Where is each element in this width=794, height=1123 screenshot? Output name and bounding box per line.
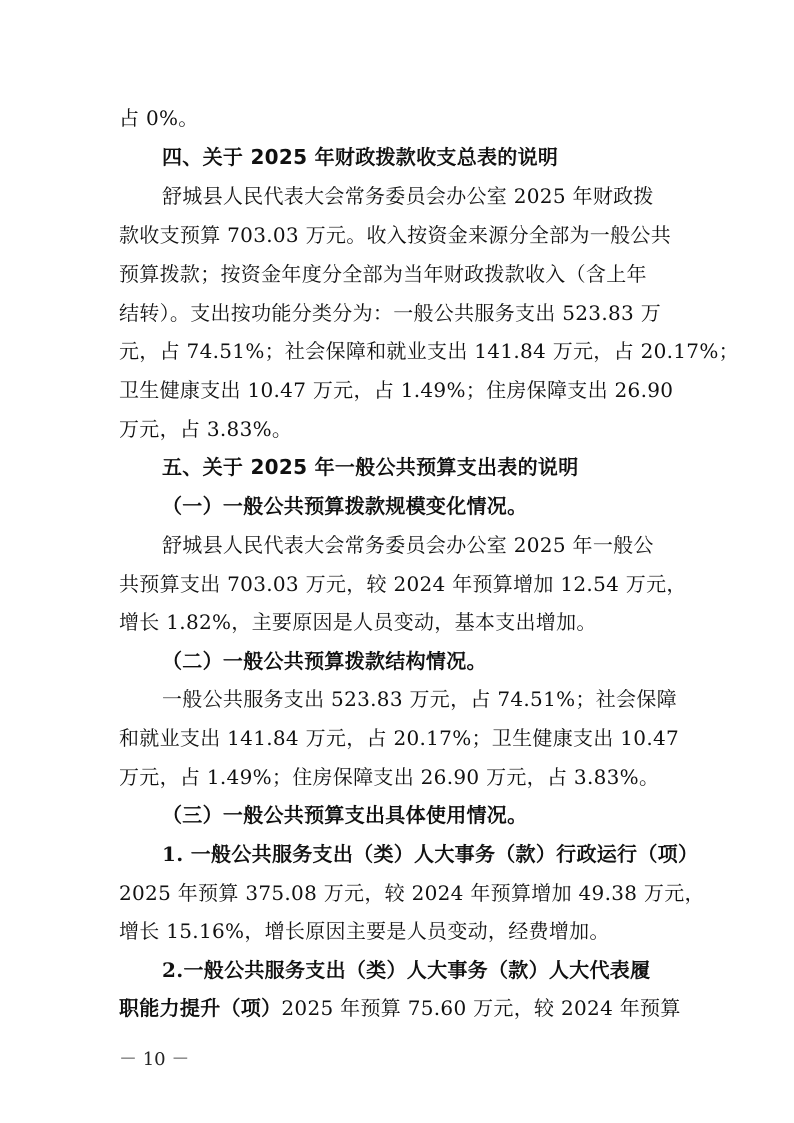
text-line: 舒城县人民代表大会常务委员会办公室 2025 年财政拨 — [162, 184, 654, 208]
text-line: 和就业支出 141.84 万元，占 20.17%；卫生健康支出 10.47 — [119, 726, 680, 750]
text-line: 增长 1.82%，主要原因是人员变动，基本支出增加。 — [119, 610, 597, 634]
text-line: 元，占 74.51%；社会保障和就业支出 141.84 万元，占 20.17%； — [119, 339, 739, 363]
item-2-budget-text: 2025 年预算 75.60 万元，较 2024 年预算 — [281, 996, 681, 1020]
item-heading-2-continued: 职能力提升（项） — [119, 996, 282, 1020]
text-line: 共预算支出 703.03 万元，较 2024 年预算增加 12.54 万元， — [119, 572, 687, 596]
section-heading-5: 五、关于 2025 年一般公共预算支出表的说明 — [162, 455, 579, 479]
text-line: 卫生健康支出 10.47 万元，占 1.49%；住房保障支出 26.90 — [119, 378, 674, 402]
text-line: 舒城县人民代表大会常务委员会办公室 2025 年一般公 — [162, 533, 654, 557]
section-heading-4: 四、关于 2025 年财政拨款收支总表的说明 — [162, 145, 559, 169]
subsection-heading-3: （三）一般公共预算支出具体使用情况。 — [162, 803, 528, 827]
text-line: 预算拨款；按资金年度分全部为当年财政拨款收入（含上年 — [119, 262, 647, 286]
text-line: 款收支预算 703.03 万元。收入按资金来源分全部为一般公共 — [119, 223, 671, 247]
text-line: 一般公共服务支出 523.83 万元，占 74.51%；社会保障 — [162, 687, 677, 711]
text-line: 增长 15.16%，增长原因主要是人员变动，经费增加。 — [119, 919, 610, 943]
page-number: － 10 － — [119, 1049, 190, 1070]
text-line: 2025 年预算 375.08 万元，较 2024 年预算增加 49.38 万元， — [119, 881, 705, 905]
subsection-heading-2: （二）一般公共预算拨款结构情况。 — [162, 649, 487, 673]
item-heading-2: 2.一般公共服务支出（类）人大事务（款）人大代表履 — [162, 958, 651, 982]
subsection-heading-1: （一）一般公共预算拨款规模变化情况。 — [162, 494, 528, 518]
text-line: 万元，占 3.83%。 — [119, 417, 293, 441]
item-heading-1: 1. 一般公共服务支出（类）人大事务（款）行政运行（项） — [162, 842, 699, 866]
text-line: 占 0%。 — [119, 106, 199, 130]
text-line-mixed — [119, 993, 681, 1023]
text-line: 万元，占 1.49%；住房保障支出 26.90 万元，占 3.83%。 — [119, 765, 660, 789]
text-line: 结转）。支出按功能分类分为：一般公共服务支出 523.83 万 — [119, 301, 661, 325]
